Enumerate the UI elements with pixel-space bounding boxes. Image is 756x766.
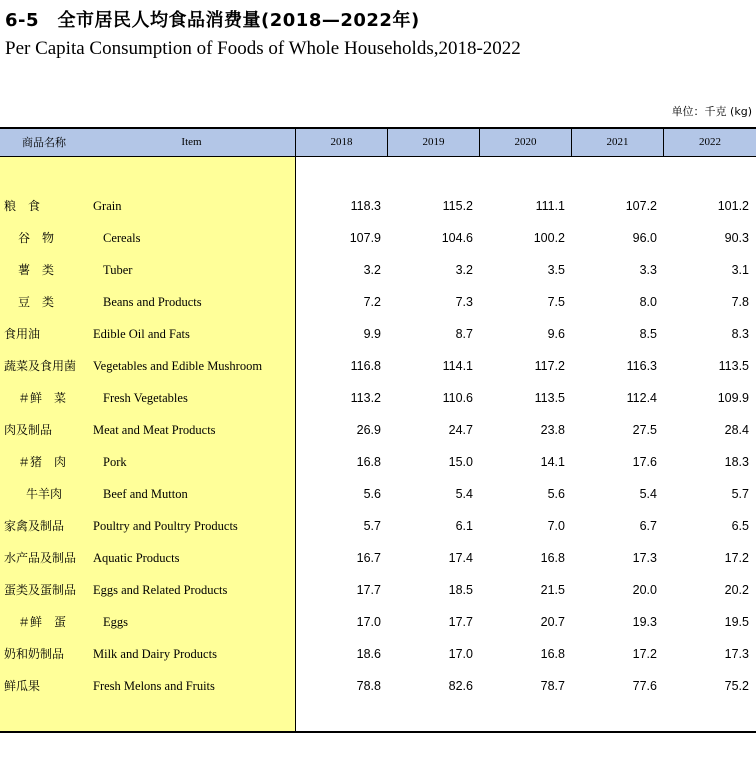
value-cell: 19.3: [632, 615, 657, 629]
row-name-cn: 牛羊肉: [26, 487, 63, 501]
table-row: [0, 254, 756, 286]
value-cell: 101.2: [717, 199, 749, 213]
value-cell: 107.2: [625, 199, 657, 213]
value-cell: 20.0: [632, 583, 657, 597]
table-title-en: Per Capita Consumption of Foods of Whole Households,2018-2022: [5, 38, 521, 59]
table-row: [0, 350, 756, 382]
row-name-cn: 肉及制品: [4, 423, 53, 437]
value-cell: 17.7: [356, 583, 381, 597]
value-cell: 20.2: [724, 583, 749, 597]
table-row: [0, 222, 756, 254]
value-cell: 17.0: [448, 647, 473, 661]
value-cell: 3.2: [363, 263, 381, 277]
row-name-en: Poultry and Poultry Products: [93, 519, 238, 533]
value-cell: 112.4: [626, 391, 657, 405]
header-year-2018: 2018: [296, 129, 388, 156]
value-cell: 96.0: [632, 231, 657, 245]
value-cell: 5.7: [363, 519, 381, 533]
table-row: [0, 446, 756, 478]
table-row: [0, 318, 756, 350]
value-cell: 9.6: [547, 327, 565, 341]
value-cell: 110.6: [442, 391, 473, 405]
value-cell: 7.0: [547, 519, 565, 533]
value-cell: 90.3: [724, 231, 749, 245]
value-cell: 16.8: [356, 455, 381, 469]
value-cell: 16.8: [540, 647, 565, 661]
row-name-cn: 奶和奶制品: [4, 647, 65, 661]
value-cell: 17.0: [356, 615, 381, 629]
value-cell: 5.4: [639, 487, 657, 501]
value-cell: 109.9: [717, 391, 749, 405]
table-row: [0, 542, 756, 574]
value-cell: 28.4: [724, 423, 749, 437]
row-name-cn: 粮 食: [4, 199, 41, 213]
row-name-cn: 食用油: [4, 327, 41, 341]
value-cell: 21.5: [540, 583, 565, 597]
row-name-en: Aquatic Products: [93, 551, 180, 565]
row-name-cn: ＃鲜 蛋: [18, 615, 67, 629]
value-cell: 17.3: [632, 551, 657, 565]
value-cell: 77.6: [632, 679, 657, 693]
value-cell: 6.7: [639, 519, 657, 533]
value-cell: 18.6: [356, 647, 381, 661]
value-cell: 114.1: [442, 359, 473, 373]
value-cell: 17.6: [632, 455, 657, 469]
value-cell: 116.3: [626, 359, 657, 373]
value-cell: 5.7: [731, 487, 749, 501]
value-cell: 7.2: [363, 295, 381, 309]
value-cell: 8.0: [639, 295, 657, 309]
value-cell: 5.6: [547, 487, 565, 501]
row-name-en: Cereals: [103, 231, 141, 245]
row-name-cn: ＃猪 肉: [18, 455, 67, 469]
value-cell: 5.4: [455, 487, 473, 501]
value-cell: 5.6: [363, 487, 381, 501]
row-name-cn: 豆 类: [18, 295, 55, 309]
row-name-en: Fresh Melons and Fruits: [93, 679, 215, 693]
row-name-en: Vegetables and Edible Mushroom: [93, 359, 263, 373]
value-cell: 17.3: [724, 647, 749, 661]
value-cell: 27.5: [632, 423, 657, 437]
table-row: [0, 574, 756, 606]
header-year-2019: 2019: [388, 129, 480, 156]
row-name-en: Beans and Products: [103, 295, 202, 309]
table-row: [0, 414, 756, 446]
table-header: [0, 129, 756, 157]
value-cell: 3.1: [731, 263, 749, 277]
value-cell: 24.7: [448, 423, 473, 437]
header-year-2022: 2022: [699, 136, 721, 148]
value-cell: 18.3: [724, 455, 749, 469]
row-name-en: Eggs and Related Products: [93, 583, 228, 597]
value-cell: 118.3: [350, 199, 381, 213]
value-cell: 104.6: [441, 231, 473, 245]
value-cell: 3.2: [455, 263, 473, 277]
row-name-cn: 家禽及制品: [4, 519, 65, 533]
value-cell: 14.1: [540, 455, 565, 469]
table-row: [0, 382, 756, 414]
value-cell: 17.4: [448, 551, 473, 565]
value-cell: 7.5: [547, 295, 565, 309]
value-cell: 113.2: [350, 391, 381, 405]
value-cell: 8.5: [639, 327, 657, 341]
value-cell: 78.8: [356, 679, 381, 693]
row-name-cn: 谷 物: [18, 231, 55, 245]
value-cell: 116.8: [350, 359, 381, 373]
row-name-en: Eggs: [103, 615, 128, 629]
row-name-en: Edible Oil and Fats: [93, 327, 190, 341]
value-cell: 115.2: [442, 199, 473, 213]
value-cell: 111.1: [535, 199, 565, 213]
value-cell: 18.5: [448, 583, 473, 597]
header-year-2020: 2020: [480, 129, 572, 156]
value-cell: 75.2: [724, 679, 749, 693]
value-cell: 113.5: [534, 391, 565, 405]
header-year-2021: 2021: [572, 129, 664, 156]
row-name-cn: 鲜瓜果: [4, 679, 41, 693]
value-cell: 15.0: [448, 455, 473, 469]
table-row: [0, 606, 756, 638]
value-cell: 82.6: [448, 679, 473, 693]
row-name-en: Beef and Mutton: [103, 487, 188, 501]
table-row: [0, 478, 756, 510]
value-cell: 3.5: [547, 263, 565, 277]
value-cell: 17.7: [448, 615, 473, 629]
value-cell: 7.3: [455, 295, 473, 309]
table-row: [0, 510, 756, 542]
value-cell: 16.7: [356, 551, 381, 565]
table-bottom-rule: [0, 731, 756, 733]
value-cell: 9.9: [363, 327, 381, 341]
row-name-en: Grain: [93, 199, 122, 213]
table-row: [0, 190, 756, 222]
value-cell: 6.1: [455, 519, 473, 533]
value-cell: 19.5: [724, 615, 749, 629]
value-cell: 78.7: [540, 679, 565, 693]
row-name-cn: 薯 类: [18, 263, 55, 277]
value-cell: 117.2: [534, 359, 565, 373]
row-name-en: Fresh Vegetables: [103, 391, 188, 405]
row-name-en: Tuber: [103, 263, 133, 277]
row-name-en: Pork: [103, 455, 127, 469]
value-cell: 6.5: [731, 519, 749, 533]
row-name-en: Milk and Dairy Products: [93, 647, 217, 661]
value-cell: 8.7: [455, 327, 473, 341]
header-name-cn: 商品名称: [22, 136, 66, 149]
value-cell: 7.8: [731, 295, 749, 309]
value-cell: 8.3: [731, 327, 749, 341]
table-row: [0, 286, 756, 318]
row-name-cn: 蛋类及蛋制品: [4, 583, 77, 597]
row-name-cn: 蔬菜及食用菌: [4, 359, 77, 373]
table-row: [0, 638, 756, 670]
value-cell: 100.2: [533, 231, 565, 245]
value-cell: 107.9: [349, 231, 381, 245]
value-cell: 20.7: [540, 615, 565, 629]
value-cell: 26.9: [356, 423, 381, 437]
table-row: [0, 670, 756, 702]
value-cell: 3.3: [639, 263, 657, 277]
row-name-cn: 水产品及制品: [4, 551, 77, 565]
value-cell: 17.2: [724, 551, 749, 565]
value-cell: 113.5: [718, 359, 749, 373]
table-title-cn: 6-5 全市居民人均食品消费量(2018—2022年): [5, 10, 420, 31]
value-cell: 23.8: [540, 423, 565, 437]
header-item: Item: [88, 129, 296, 156]
unit-label: 单位：千克 (kg): [671, 105, 752, 118]
row-name-en: Meat and Meat Products: [93, 423, 216, 437]
value-cell: 16.8: [540, 551, 565, 565]
row-name-cn: ＃鲜 菜: [18, 391, 67, 405]
value-cell: 17.2: [632, 647, 657, 661]
